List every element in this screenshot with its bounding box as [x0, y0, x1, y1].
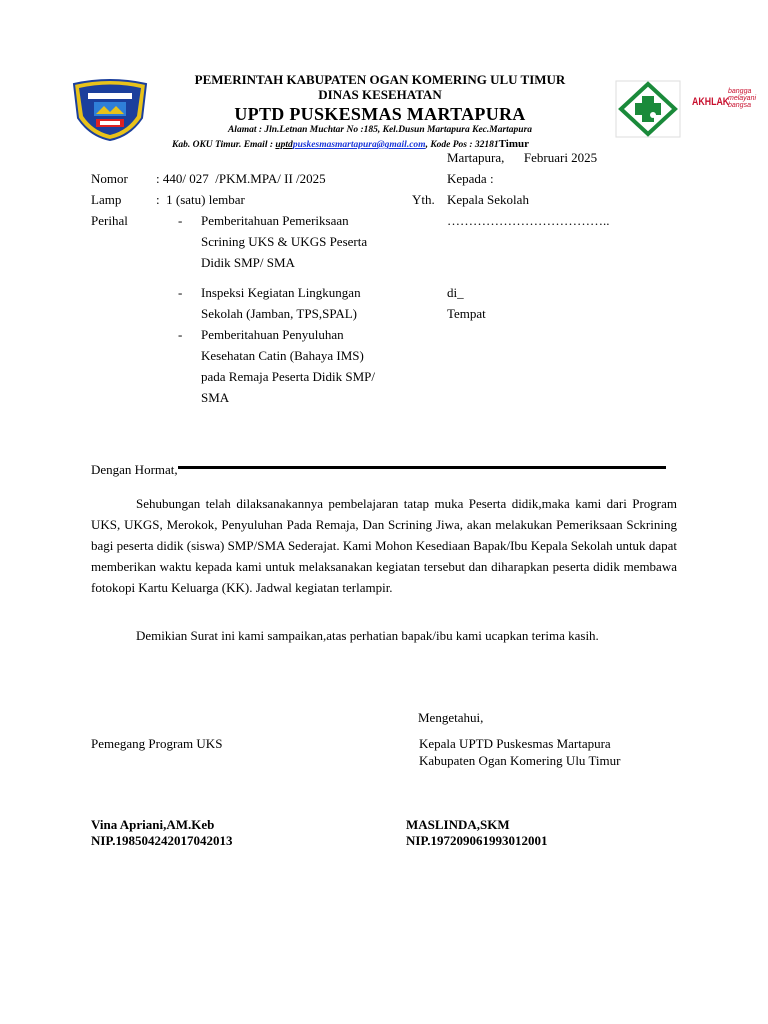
perihal-dash-1: - — [178, 213, 183, 228]
left-signer-title: Pemegang Program UKS — [91, 736, 223, 751]
lamp-value: : 1 (satu) lembar — [156, 192, 245, 207]
perihal-item-3: Pemberitahuan Penyuluhan Kesehatan Catin (Bahaya IMS) pada Remaja Peserta Didik SMP/ SMA — [201, 327, 376, 405]
perihal-dash-2: - — [178, 285, 183, 300]
lamp-label: Lamp — [91, 192, 122, 207]
yth-label: Yth. — [412, 192, 435, 207]
left-signer-nip: NIP.198504242017042013 — [91, 833, 233, 848]
address-suffix: , Kode Pos : 32181 — [425, 140, 499, 150]
email-prefix: uptd — [275, 140, 293, 150]
kepada-label: Kepada : — [447, 171, 494, 186]
puskesmas-logo — [615, 80, 681, 138]
place-date: Martapura, Februari 2025 — [447, 150, 598, 165]
address-prefix: Kab. OKU Timur. Email : — [172, 140, 276, 150]
address-timur: Timur — [498, 138, 530, 150]
nomor-label: Nomor — [91, 171, 128, 186]
body-paragraph-1: Sehubungan telah dilaksanakannya pembelajaran tatap muka Peserta didik,maka kami dari Program UKS, UKGS, Merokok, Penyuluhan Pada Remaja, Dan Scrining Jiwa, akan melakukan Pemeriksaan Sckrining bagi peserta didik (siswa) SMP/SMA Sederajat. Kami Mohon Kesediaan Bapak/Ibu Kepala Sekolah untuk dapat memberikan waktu kepada kami untuk melaksanakan kegiatan tersebut dan diharapkan peserta didik membawa fotokopi Kartu Keluarga (KK). Jadwal kegiatan terlampir. — [91, 496, 677, 595]
akhlak-brand: AKHLAK — [692, 96, 730, 108]
akhlak-tag: bangga melayani bangsa — [728, 88, 757, 109]
divider-rule — [178, 466, 666, 469]
salutation: Dengan Hormat, — [91, 462, 178, 477]
email-link[interactable]: puskesmasmartapura@gmail.com — [292, 140, 426, 150]
tempat-label: Tempat — [447, 306, 486, 321]
left-signer-name: Vina Apriani,AM.Keb — [91, 817, 215, 832]
right-signer-title-1: Kepala UPTD Puskesmas Martapura — [419, 736, 611, 751]
akhlak-logo — [692, 88, 756, 128]
nomor-value: : 440/ 027 /PKM.MPA/ II /2025 — [156, 171, 326, 186]
recipient-dots: ……………………………….. — [447, 213, 610, 228]
mengetahui: Mengetahui, — [418, 710, 484, 725]
perihal-dash-3: - — [178, 327, 183, 342]
header-government: PEMERINTAH KABUPATEN OGAN KOMERING ULU TIMUR — [194, 72, 566, 87]
header-office: UPTD PUSKESMAS MARTAPURA — [234, 104, 526, 124]
right-signer-name: MASLINDA,SKM — [406, 817, 510, 832]
perihal-item-1: Pemberitahuan Pemeriksaan Scrining UKS & UKGS Peserta Didik SMP/ SMA — [201, 213, 368, 270]
di-label: di_ — [447, 285, 464, 300]
body-paragraph-2: Demikian Surat ini kami sampaikan,atas perhatian bapak/ibu kami ucapkan terima kasih. — [136, 628, 599, 643]
right-signer-title-2: Kabupaten Ogan Komering Ulu Timur — [419, 753, 621, 768]
header-address-line1: Alamat : Jln.Letnan Muchtar No :185, Kel.Dusun Martapura Kec.Martapura — [227, 125, 533, 135]
recipient: Kepala Sekolah — [447, 192, 529, 207]
right-signer-nip: NIP.197209061993012001 — [406, 833, 548, 848]
perihal-label: Perihal — [91, 213, 128, 228]
header-department: DINAS KESEHATAN — [318, 87, 442, 102]
perihal-item-2: Inspeksi Kegiatan Lingkungan Sekolah (Jamban, TPS,SPAL) — [201, 285, 361, 321]
regency-crest-logo — [70, 78, 150, 142]
